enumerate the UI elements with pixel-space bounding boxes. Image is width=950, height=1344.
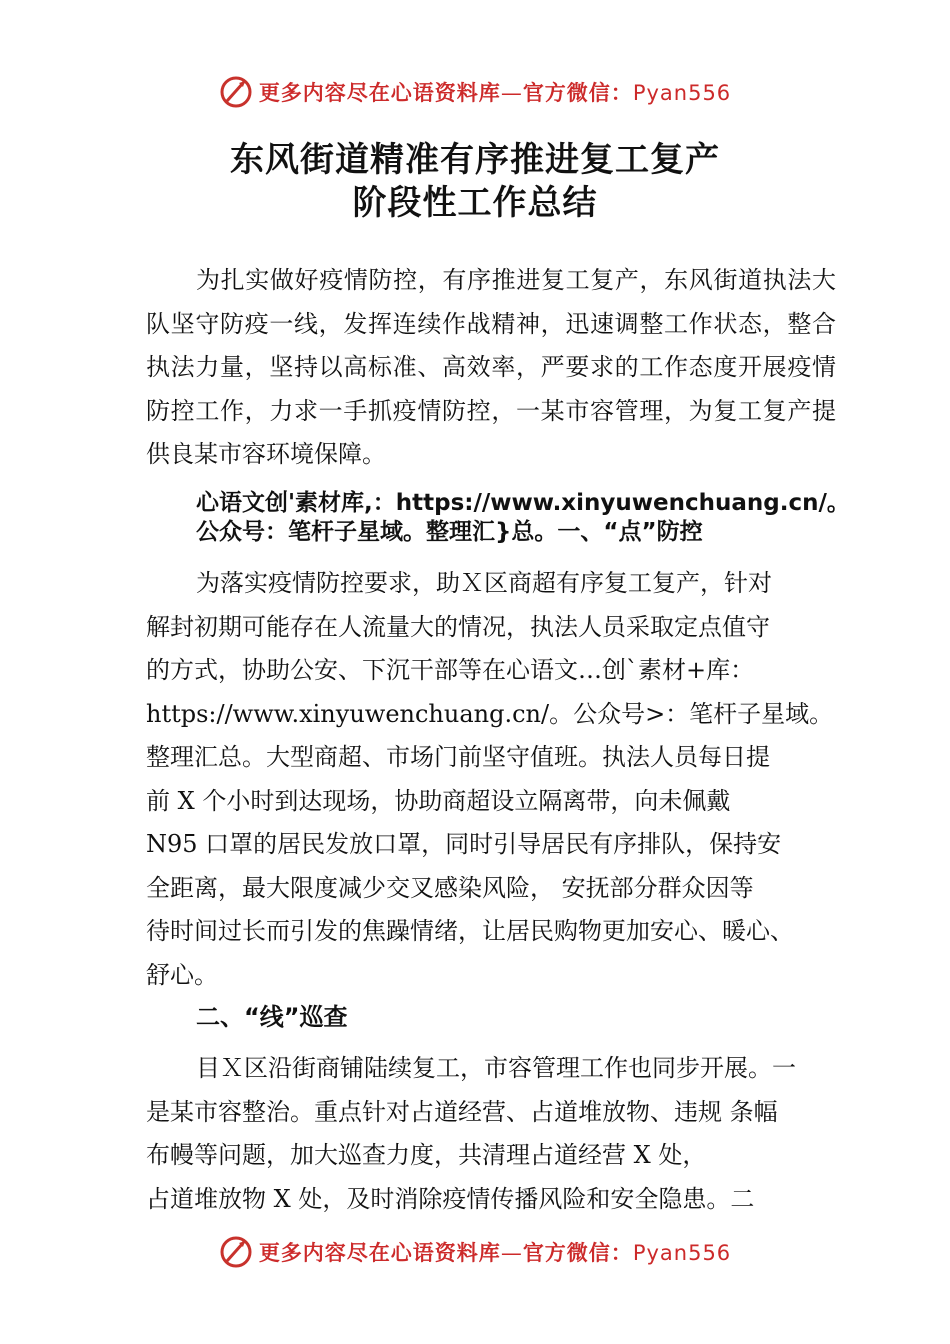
banner-text — [259, 77, 731, 107]
banner-dash: — — [500, 81, 523, 105]
bold-line-1: 心语文创'素材库,：https://www.xinyuwenchuang.cn/。 — [196, 490, 850, 516]
footer-banner — [0, 1230, 950, 1274]
banner-wechat-label: 官方微信： — [522, 1241, 633, 1265]
document-title-line2: 阶段性工作总结 — [352, 183, 598, 223]
section-heading-2: 二、“线”巡查 — [196, 1003, 348, 1031]
paragraph3-line: 布幔等问题，加大巡查力度，共清理占道经营 X 处， — [146, 1141, 707, 1169]
paragraph3-line: 占道堆放物 X 处，及时消除疫情传播风险和安全隐患。二 — [146, 1185, 755, 1213]
paragraph2-line: N95 口罩的居民发放口罩，同时引导居民有序排队，保持安 — [146, 830, 782, 858]
bold-line-2: 公众号：笔杆子星域。整理汇}总。一、“点”防控 — [196, 519, 703, 545]
paragraph2-line: 为落实疫情防控要求，助Ｘ区商超有序复工复产，针对 — [196, 569, 772, 597]
paragraph-intro: 为扎实做好疫情防控，有序推进复工复产，东风街道执法大队坚守防疫一线，发挥连续作战精神，迅速调整工作状态，整合执法力量，坚持以高标准、高效率，严要求的工作态度开展疫情防控工作，力求一手抓疫情防控，一某市容管理，为复工复产提供良某市容环境保障。 — [146, 266, 836, 468]
logo-icon — [219, 75, 253, 109]
paragraph2-line: 待时间过长而引发的焦躁情绪，让居民购物更加安心、暖心、 — [146, 917, 794, 945]
banner-main-text: 更多内容尽在心语资料库 — [258, 1241, 501, 1265]
header-banner — [0, 70, 950, 114]
document-title-line1: 东风街道精准有序推进复工复产 — [230, 140, 720, 180]
paragraph3-line: 目Ｘ区沿街商铺陆续复工，市容管理工作也同步开展。一 — [196, 1054, 796, 1082]
paragraph2-line: https://www.xinyuwenchuang.cn/。公众号>：笔杆子星域。 — [146, 700, 834, 728]
banner-wechat-id: Pyan556 — [632, 1241, 732, 1265]
banner-main-text: 更多内容尽在心语资料库 — [258, 81, 501, 105]
logo-icon — [219, 1235, 253, 1269]
paragraph2-line: 解封初期可能存在人流量大的情况，执法人员采取定点值守 — [146, 613, 770, 641]
paragraph2-line: 舒心。 — [146, 961, 218, 989]
paragraph3-line: 是某市容整治。重点针对占道经营、占道堆放物、违规 条幅 — [146, 1098, 778, 1126]
banner-wechat-label: 官方微信： — [522, 81, 633, 105]
banner-text — [259, 1237, 731, 1267]
banner-dash: — — [500, 1241, 523, 1265]
paragraph2-line: 整理汇总。大型商超、市场门前坚守值班。执法人员每日提 — [146, 743, 770, 771]
paragraph2-line: 的方式，协助公安、下沉干部等在心语文…创`素材+库： — [146, 656, 755, 684]
paragraph2-line: 前 X 个小时到达现场，协助商超设立隔离带，向未佩戴 — [146, 787, 731, 815]
banner-wechat-id: Pyan556 — [632, 81, 732, 105]
paragraph2-line: 全距离，最大限度减少交叉感染风险， 安抚部分群众因等 — [146, 874, 754, 902]
